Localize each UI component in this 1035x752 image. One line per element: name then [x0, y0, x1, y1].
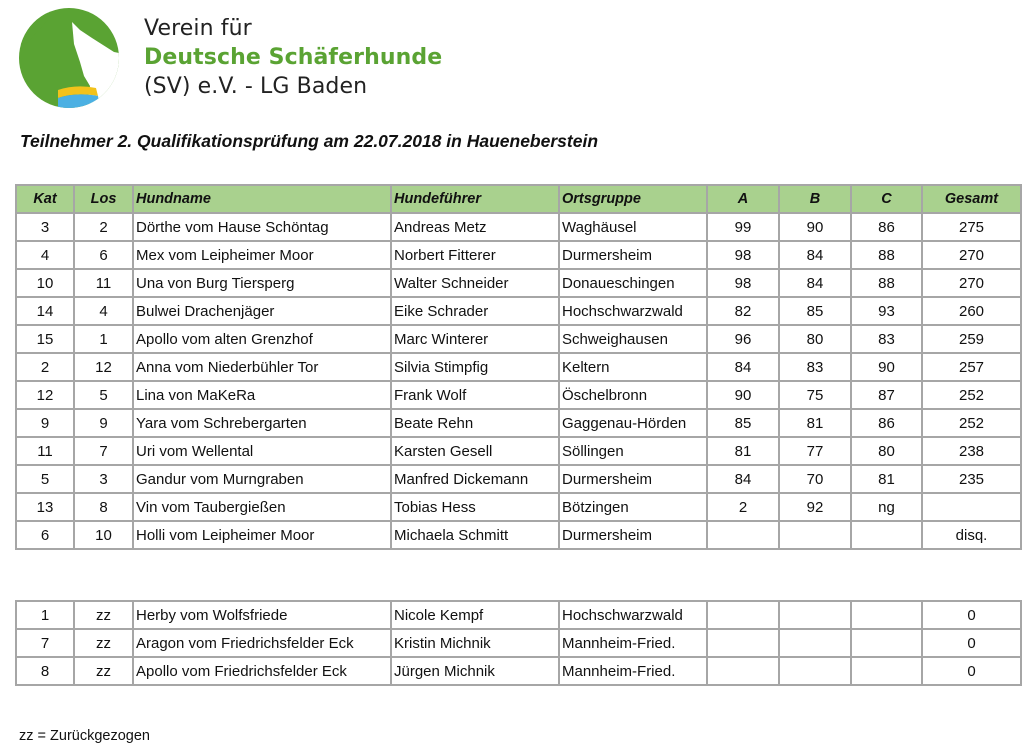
cell-hundefuehrer: Marc Winterer: [391, 325, 559, 353]
cell-gesamt: 0: [922, 657, 1021, 685]
cell-b: 85: [779, 297, 851, 325]
cell-hundefuehrer: Tobias Hess: [391, 493, 559, 521]
cell-gesamt: 252: [922, 381, 1021, 409]
cell-a: 84: [707, 465, 779, 493]
table-row: [16, 521, 1021, 549]
cell-hundname: Yara vom Schrebergarten: [133, 409, 391, 437]
cell-c: 80: [851, 437, 922, 465]
cell-hundefuehrer: Walter Schneider: [391, 269, 559, 297]
org-line-1: Verein für: [144, 16, 252, 41]
cell-hundefuehrer: Nicole Kempf: [391, 601, 559, 629]
cell-c: [851, 629, 922, 657]
cell-hundefuehrer: Michaela Schmitt: [391, 521, 559, 549]
cell-gesamt: disq.: [922, 521, 1021, 549]
cell-gesamt: 259: [922, 325, 1021, 353]
cell-gesamt: 235: [922, 465, 1021, 493]
cell-hundefuehrer: Norbert Fitterer: [391, 241, 559, 269]
col-header-gesamt: Gesamt: [922, 185, 1021, 213]
cell-c: 86: [851, 213, 922, 241]
cell-hundefuehrer: Kristin Michnik: [391, 629, 559, 657]
cell-los: 4: [74, 297, 133, 325]
cell-b: 75: [779, 381, 851, 409]
cell-hundname: Apollo vom Friedrichsfelder Eck: [133, 657, 391, 685]
cell-hundefuehrer: Andreas Metz: [391, 213, 559, 241]
cell-los: 6: [74, 241, 133, 269]
cell-los: zz: [74, 657, 133, 685]
cell-hundname: Lina von MaKeRa: [133, 381, 391, 409]
cell-los: 9: [74, 409, 133, 437]
table-row: [16, 213, 1021, 241]
cell-a: [707, 657, 779, 685]
table-row: [16, 493, 1021, 521]
cell-c: 87: [851, 381, 922, 409]
cell-ortsgruppe: Keltern: [559, 353, 707, 381]
table-row: [16, 465, 1021, 493]
participants-table: [15, 184, 1022, 550]
table-row: [16, 325, 1021, 353]
cell-b: 84: [779, 269, 851, 297]
cell-b: 81: [779, 409, 851, 437]
cell-los: zz: [74, 601, 133, 629]
table-row: [16, 269, 1021, 297]
cell-kat: 8: [16, 657, 74, 685]
withdrawn-table: [15, 600, 1022, 686]
cell-gesamt: 238: [922, 437, 1021, 465]
cell-c: 83: [851, 325, 922, 353]
cell-los: zz: [74, 629, 133, 657]
cell-hundefuehrer: Frank Wolf: [391, 381, 559, 409]
cell-ortsgruppe: Gaggenau-Hörden: [559, 409, 707, 437]
cell-hundname: Una von Burg Tiersperg: [133, 269, 391, 297]
col-header-hundname: Hundname: [133, 185, 391, 213]
cell-hundefuehrer: Eike Schrader: [391, 297, 559, 325]
organization-name: [144, 14, 442, 101]
cell-a: 85: [707, 409, 779, 437]
cell-ortsgruppe: Hochschwarzwald: [559, 297, 707, 325]
cell-hundefuehrer: Karsten Gesell: [391, 437, 559, 465]
cell-ortsgruppe: Mannheim-Fried.: [559, 629, 707, 657]
cell-b: 90: [779, 213, 851, 241]
cell-gesamt: 252: [922, 409, 1021, 437]
cell-ortsgruppe: Öschelbronn: [559, 381, 707, 409]
cell-ortsgruppe: Söllingen: [559, 437, 707, 465]
cell-gesamt: 0: [922, 601, 1021, 629]
cell-los: 5: [74, 381, 133, 409]
cell-kat: 15: [16, 325, 74, 353]
cell-c: 81: [851, 465, 922, 493]
table-header-row: [16, 185, 1021, 213]
cell-c: 88: [851, 241, 922, 269]
cell-a: 82: [707, 297, 779, 325]
cell-gesamt: 257: [922, 353, 1021, 381]
cell-kat: 2: [16, 353, 74, 381]
cell-hundname: Herby vom Wolfsfriede: [133, 601, 391, 629]
table-row: [16, 409, 1021, 437]
cell-b: [779, 521, 851, 549]
footnote: zz = Zurückgezogen: [19, 728, 150, 744]
table-row: [16, 657, 1021, 685]
cell-a: 81: [707, 437, 779, 465]
cell-hundname: Holli vom Leipheimer Moor: [133, 521, 391, 549]
cell-hundefuehrer: Manfred Dickemann: [391, 465, 559, 493]
table-row: [16, 381, 1021, 409]
cell-c: [851, 657, 922, 685]
cell-b: [779, 629, 851, 657]
page-title: Teilnehmer 2. Qualifikationsprüfung am 22.07.2018 in Haueneberstein: [20, 131, 599, 151]
cell-c: ng: [851, 493, 922, 521]
cell-b: [779, 601, 851, 629]
cell-a: 98: [707, 241, 779, 269]
cell-b: 77: [779, 437, 851, 465]
cell-kat: 4: [16, 241, 74, 269]
cell-c: 90: [851, 353, 922, 381]
cell-kat: 6: [16, 521, 74, 549]
cell-hundname: Gandur vom Murngraben: [133, 465, 391, 493]
cell-los: 10: [74, 521, 133, 549]
cell-gesamt: 270: [922, 269, 1021, 297]
cell-c: 93: [851, 297, 922, 325]
cell-b: 84: [779, 241, 851, 269]
cell-los: 2: [74, 213, 133, 241]
cell-ortsgruppe: Donaueschingen: [559, 269, 707, 297]
cell-b: [779, 657, 851, 685]
cell-c: [851, 601, 922, 629]
cell-c: 88: [851, 269, 922, 297]
cell-ortsgruppe: Durmersheim: [559, 521, 707, 549]
col-header-ortsgruppe: Ortsgruppe: [559, 185, 707, 213]
cell-a: 96: [707, 325, 779, 353]
cell-gesamt: 260: [922, 297, 1021, 325]
table-row: [16, 437, 1021, 465]
cell-kat: 1: [16, 601, 74, 629]
cell-hundname: Anna vom Niederbühler Tor: [133, 353, 391, 381]
cell-b: 83: [779, 353, 851, 381]
table-row: [16, 353, 1021, 381]
cell-kat: 3: [16, 213, 74, 241]
cell-a: [707, 521, 779, 549]
table-row: [16, 601, 1021, 629]
cell-a: 98: [707, 269, 779, 297]
cell-hundname: Aragon vom Friedrichsfelder Eck: [133, 629, 391, 657]
table-row: [16, 297, 1021, 325]
cell-los: 1: [74, 325, 133, 353]
shepherd-dog-logo-icon: [14, 8, 124, 108]
cell-los: 7: [74, 437, 133, 465]
cell-kat: 9: [16, 409, 74, 437]
cell-los: 3: [74, 465, 133, 493]
table-row: [16, 629, 1021, 657]
cell-ortsgruppe: Schweighausen: [559, 325, 707, 353]
cell-hundname: Dörthe vom Hause Schöntag: [133, 213, 391, 241]
cell-ortsgruppe: Bötzingen: [559, 493, 707, 521]
cell-b: 80: [779, 325, 851, 353]
cell-b: 92: [779, 493, 851, 521]
cell-a: 84: [707, 353, 779, 381]
cell-gesamt: 270: [922, 241, 1021, 269]
cell-ortsgruppe: Hochschwarzwald: [559, 601, 707, 629]
cell-gesamt: 0: [922, 629, 1021, 657]
cell-los: 11: [74, 269, 133, 297]
cell-a: 2: [707, 493, 779, 521]
table-row: [16, 241, 1021, 269]
cell-hundefuehrer: Beate Rehn: [391, 409, 559, 437]
cell-ortsgruppe: Waghäusel: [559, 213, 707, 241]
cell-ortsgruppe: Durmersheim: [559, 465, 707, 493]
cell-hundname: Uri vom Wellental: [133, 437, 391, 465]
cell-c: [851, 521, 922, 549]
col-header-los: Los: [74, 185, 133, 213]
cell-kat: 11: [16, 437, 74, 465]
org-line-3: (SV) e.V. - LG Baden: [144, 74, 368, 99]
col-header-b: B: [779, 185, 851, 213]
cell-ortsgruppe: Durmersheim: [559, 241, 707, 269]
cell-kat: 7: [16, 629, 74, 657]
cell-kat: 13: [16, 493, 74, 521]
cell-hundname: Apollo vom alten Grenzhof: [133, 325, 391, 353]
cell-los: 8: [74, 493, 133, 521]
cell-a: 90: [707, 381, 779, 409]
cell-kat: 10: [16, 269, 74, 297]
cell-gesamt: 275: [922, 213, 1021, 241]
cell-c: 86: [851, 409, 922, 437]
cell-hundefuehrer: Jürgen Michnik: [391, 657, 559, 685]
cell-a: 99: [707, 213, 779, 241]
col-header-hundefuehrer: Hundeführer: [391, 185, 559, 213]
col-header-c: C: [851, 185, 922, 213]
cell-ortsgruppe: Mannheim-Fried.: [559, 657, 707, 685]
cell-kat: 5: [16, 465, 74, 493]
cell-hundname: Vin vom Taubergießen: [133, 493, 391, 521]
cell-a: [707, 629, 779, 657]
cell-hundefuehrer: Silvia Stimpfig: [391, 353, 559, 381]
cell-los: 12: [74, 353, 133, 381]
cell-kat: 14: [16, 297, 74, 325]
cell-gesamt: [922, 493, 1021, 521]
cell-a: [707, 601, 779, 629]
cell-kat: 12: [16, 381, 74, 409]
org-line-2: Deutsche Schäferhunde: [144, 45, 443, 70]
col-header-a: A: [707, 185, 779, 213]
col-header-kat: Kat: [16, 185, 74, 213]
cell-hundname: Bulwei Drachenjäger: [133, 297, 391, 325]
cell-hundname: Mex vom Leipheimer Moor: [133, 241, 391, 269]
cell-b: 70: [779, 465, 851, 493]
